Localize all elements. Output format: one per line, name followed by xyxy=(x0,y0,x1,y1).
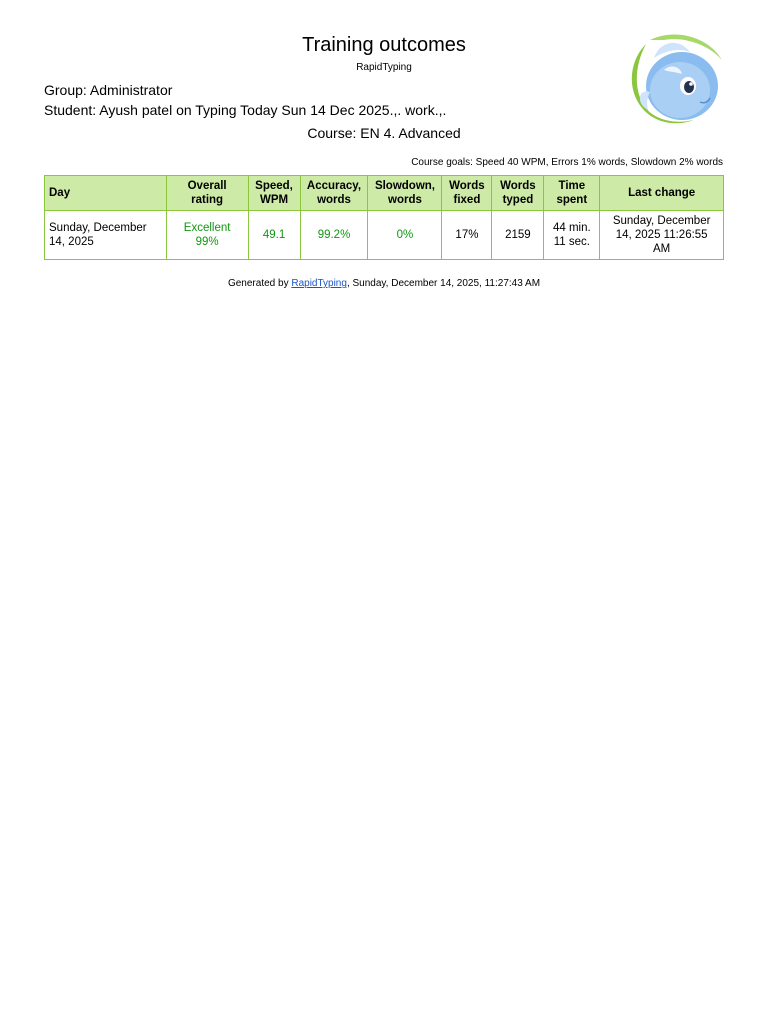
cell-words-fixed: 17% xyxy=(442,211,492,260)
rapidtyping-link[interactable]: RapidTyping xyxy=(291,278,347,289)
table-header-row xyxy=(45,176,724,211)
cell-words-typed: 2159 xyxy=(492,211,544,260)
header-day: Day xyxy=(45,176,167,211)
generated-by-footer xyxy=(0,278,768,290)
group-label: Group: Administrator xyxy=(44,82,173,98)
header-time-spent: Time spent xyxy=(544,176,600,211)
cell-time-spent: 44 min. 11 sec. xyxy=(544,211,600,260)
outcomes-table xyxy=(44,175,724,260)
header-speed: Speed, WPM xyxy=(248,176,300,211)
course-goals: Course goals: Speed 40 WPM, Errors 1% words, Slowdown 2% words xyxy=(411,157,723,168)
header-accuracy: Accuracy, words xyxy=(300,176,368,211)
header-last-change: Last change xyxy=(600,176,724,211)
cell-accuracy: 99.2% xyxy=(300,211,368,260)
header-slowdown: Slowdown, words xyxy=(368,176,442,211)
student-label: Student: Ayush patel on Typing Today Sun 14 Dec 2025.,. work.,. xyxy=(44,102,447,118)
footer-suffix: , Sunday, December 14, 2025, 11:27:43 AM xyxy=(346,278,541,289)
cell-overall-rating: Excellent 99% xyxy=(166,211,248,260)
course-label: Course: EN 4. Advanced xyxy=(307,125,461,141)
rapidtyping-fish-logo-icon xyxy=(624,30,728,130)
cell-last-change: Sunday, December 14, 2025 11:26:55 AM xyxy=(600,211,724,260)
header-words-typed: Words typed xyxy=(492,176,544,211)
header-overall-rating: Overall rating xyxy=(166,176,248,211)
cell-speed: 49.1 xyxy=(248,211,300,260)
cell-day: Sunday, December 14, 2025 xyxy=(45,211,167,260)
header-words-fixed: Words fixed xyxy=(442,176,492,211)
cell-slowdown: 0% xyxy=(368,211,442,260)
footer-prefix: Generated by xyxy=(227,278,292,289)
page-subtitle: RapidTyping xyxy=(356,62,412,73)
table-row xyxy=(45,211,724,260)
page-title: Training outcomes xyxy=(302,34,466,56)
